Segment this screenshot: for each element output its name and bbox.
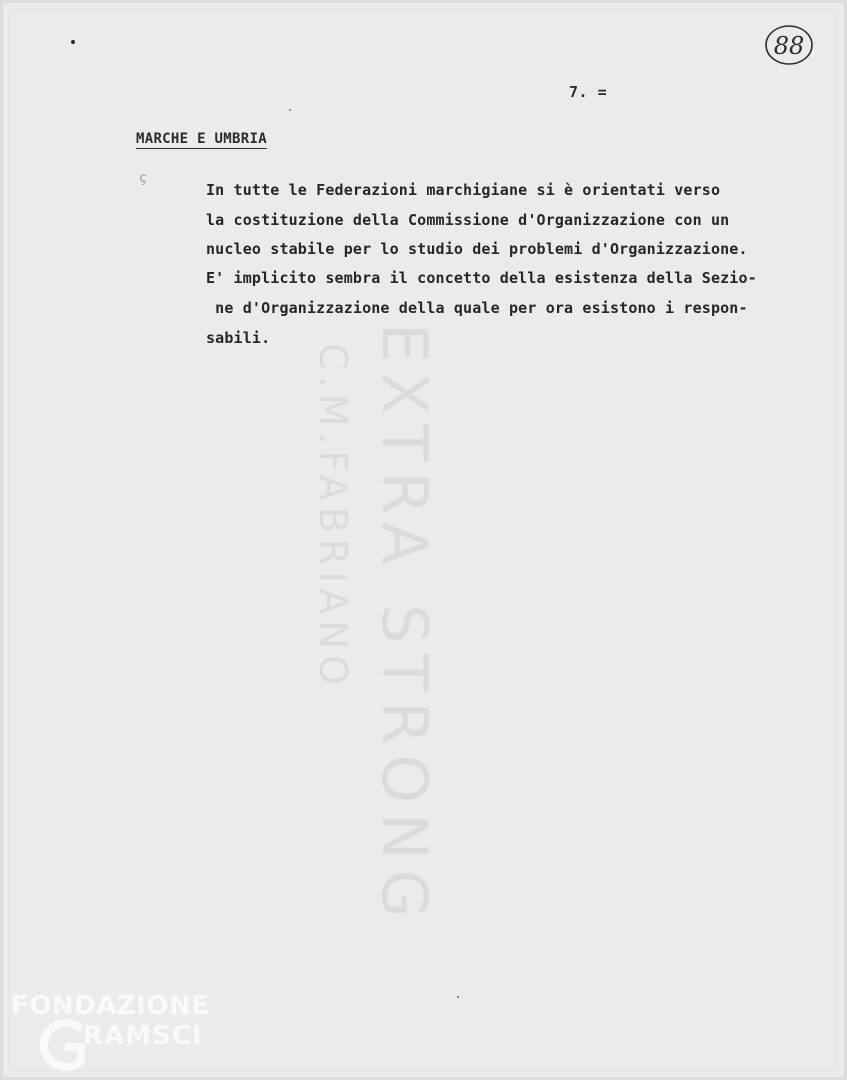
logo-g-icon [37,1015,89,1075]
ink-dot [457,996,459,998]
page-number: 7. = [569,83,608,101]
body-line: ne d'Organizzazione della quale per ora esistono i respon- [206,299,748,317]
ink-dot [289,109,291,111]
logo-line-2: RAMSCI [83,1021,203,1051]
watermark-maker: C.M.FABRIANO [311,343,355,691]
watermark-brand: EXTRA STRONG [368,323,441,928]
ink-dot [71,40,75,44]
section-title: MARCHE E UMBRIA [136,131,267,147]
body-line: la costituzione della Commissione d'Organizzazione con un [206,211,730,229]
fondazione-gramsci-logo [7,991,217,1080]
body-line: nucleo stabile per lo studio dei problemi d'Organizzazione. [206,240,748,258]
handwritten-circle-icon [763,23,815,67]
body-line: sabili. [206,329,271,347]
archive-number-text: 88 [773,32,805,60]
archive-number-stamp [763,23,815,67]
body-line: In tutte le Federazioni marchigiane si è orientati verso [206,181,721,199]
body-line: E' implicito sembra il concetto della esistenza della Sezio- [206,269,757,287]
logo-line-1: FONDAZIONE [11,991,210,1021]
margin-mark: ç [139,171,147,186]
